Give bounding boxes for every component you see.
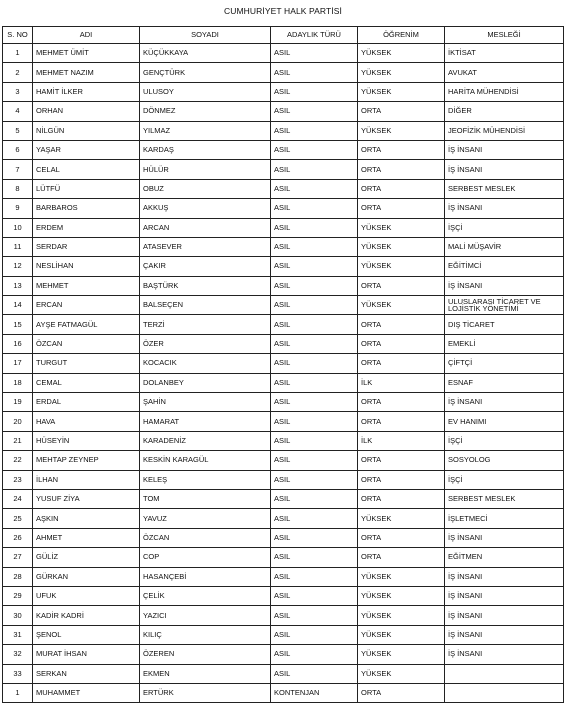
surname-cell: TERZİ (140, 315, 271, 334)
profession-cell: İŞ İNSANI (445, 276, 564, 295)
name-cell: ÖZCAN (33, 334, 140, 353)
name-cell: BARBAROS (33, 199, 140, 218)
profession-cell: İŞ İNSANI (445, 528, 564, 547)
table-row (3, 509, 564, 528)
surname-cell: YILMAZ (140, 121, 271, 140)
candidacy-type-cell: ASIL (271, 44, 358, 63)
name-cell: CELAL (33, 160, 140, 179)
education-cell: YÜKSEK (358, 645, 445, 664)
row-number-cell: 18 (3, 373, 33, 392)
name-cell: İLHAN (33, 470, 140, 489)
education-cell: ORTA (358, 140, 445, 159)
row-number-cell: 21 (3, 431, 33, 450)
profession-cell: İŞ İNSANI (445, 393, 564, 412)
candidacy-type-cell: ASIL (271, 140, 358, 159)
table-row (3, 276, 564, 295)
candidacy-type-cell: ASIL (271, 393, 358, 412)
row-number-cell: 20 (3, 412, 33, 431)
surname-cell: ULUSOY (140, 82, 271, 101)
column-header-surname: SOYADI (140, 27, 271, 44)
name-cell: MEHMET ÜMİT (33, 44, 140, 63)
row-number-cell: 26 (3, 528, 33, 547)
name-cell: MEHMET NAZIM (33, 63, 140, 82)
table-row (3, 470, 564, 489)
candidacy-type-cell: ASIL (271, 509, 358, 528)
table-header-row (3, 27, 564, 44)
name-cell: GÜRKAN (33, 567, 140, 586)
table-row (3, 548, 564, 567)
table-row (3, 606, 564, 625)
profession-cell: İŞ İNSANI (445, 160, 564, 179)
surname-cell: HAMARAT (140, 412, 271, 431)
profession-cell: JEOFİZİK MÜHENDİSİ (445, 121, 564, 140)
table-row (3, 567, 564, 586)
name-cell: AŞKIN (33, 509, 140, 528)
education-cell: ORTA (358, 470, 445, 489)
surname-cell: DOLANBEY (140, 373, 271, 392)
name-cell: NİLGÜN (33, 121, 140, 140)
name-cell: TURGUT (33, 354, 140, 373)
education-cell: YÜKSEK (358, 606, 445, 625)
table-row (3, 489, 564, 508)
candidacy-type-cell: ASIL (271, 102, 358, 121)
profession-cell: İŞLETMECİ (445, 509, 564, 528)
education-cell: YÜKSEK (358, 44, 445, 63)
candidacy-type-cell: ASIL (271, 664, 358, 683)
education-cell: YÜKSEK (358, 296, 445, 315)
education-cell: YÜKSEK (358, 509, 445, 528)
education-cell: ORTA (358, 102, 445, 121)
profession-cell: SOSYOLOG (445, 451, 564, 470)
table-row (3, 664, 564, 683)
name-cell: AHMET (33, 528, 140, 547)
profession-cell: EMEKLİ (445, 334, 564, 353)
table-row (3, 334, 564, 353)
table-row (3, 451, 564, 470)
table-row (3, 393, 564, 412)
education-cell: YÜKSEK (358, 567, 445, 586)
education-cell: İLK (358, 373, 445, 392)
candidacy-type-cell: ASIL (271, 645, 358, 664)
row-number-cell: 13 (3, 276, 33, 295)
name-cell: MURAT İHSAN (33, 645, 140, 664)
name-cell: ERDEM (33, 218, 140, 237)
row-number-cell: 22 (3, 451, 33, 470)
name-cell: MEHTAP ZEYNEP (33, 451, 140, 470)
education-cell: ORTA (358, 179, 445, 198)
profession-cell: AVUKAT (445, 63, 564, 82)
profession-cell: EĞİTMEN (445, 548, 564, 567)
education-cell: YÜKSEK (358, 586, 445, 605)
education-cell: ORTA (358, 334, 445, 353)
surname-cell: KELEŞ (140, 470, 271, 489)
name-cell: ŞENOL (33, 625, 140, 644)
education-cell: ORTA (358, 199, 445, 218)
table-row (3, 199, 564, 218)
candidacy-type-cell: ASIL (271, 548, 358, 567)
profession-cell: İŞÇİ (445, 431, 564, 450)
row-number-cell: 8 (3, 179, 33, 198)
name-cell: LÜTFÜ (33, 179, 140, 198)
profession-cell: HARİTA MÜHENDİSİ (445, 82, 564, 101)
surname-cell: OBUZ (140, 179, 271, 198)
profession-cell (445, 683, 564, 702)
profession-cell: ULUSLARASI TİCARET VE LOJİSTİK YÖNETİMİ (445, 296, 564, 315)
candidacy-type-cell: ASIL (271, 528, 358, 547)
surname-cell: ARCAN (140, 218, 271, 237)
profession-cell: İŞ İNSANI (445, 199, 564, 218)
table-row (3, 160, 564, 179)
profession-cell: İŞ İNSANI (445, 586, 564, 605)
education-cell: ORTA (358, 489, 445, 508)
document-title: CUMHURİYET HALK PARTİSİ (223, 6, 343, 16)
table-row (3, 412, 564, 431)
table-row (3, 102, 564, 121)
education-cell: ORTA (358, 528, 445, 547)
profession-cell: SERBEST MESLEK (445, 489, 564, 508)
education-cell: ORTA (358, 315, 445, 334)
profession-cell: İŞÇİ (445, 470, 564, 489)
candidacy-type-cell: ASIL (271, 489, 358, 508)
candidacy-type-cell: ASIL (271, 431, 358, 450)
table-row (3, 296, 564, 315)
candidacy-type-cell: ASIL (271, 334, 358, 353)
surname-cell: ERTÜRK (140, 683, 271, 702)
candidacy-type-cell: ASIL (271, 315, 358, 334)
column-header-candidacy-type: ADAYLIK TÜRÜ (271, 27, 358, 44)
profession-cell: MALİ MÜŞAVİR (445, 237, 564, 256)
row-number-cell: 9 (3, 199, 33, 218)
candidacy-type-cell: ASIL (271, 199, 358, 218)
table-row (3, 625, 564, 644)
surname-cell: ÇELİK (140, 586, 271, 605)
table-row (3, 237, 564, 256)
profession-cell: DİĞER (445, 102, 564, 121)
candidate-table (2, 26, 564, 703)
profession-cell: EV HANIMI (445, 412, 564, 431)
candidacy-type-cell: ASIL (271, 586, 358, 605)
row-number-cell: 19 (3, 393, 33, 412)
surname-cell: AKKUŞ (140, 199, 271, 218)
row-number-cell: 30 (3, 606, 33, 625)
name-cell: AYŞE FATMAGÜL (33, 315, 140, 334)
name-cell: HAVA (33, 412, 140, 431)
surname-cell: BAŞTÜRK (140, 276, 271, 295)
education-cell: ORTA (358, 548, 445, 567)
education-cell: ORTA (358, 160, 445, 179)
profession-cell: DIŞ TİCARET (445, 315, 564, 334)
row-number-cell: 5 (3, 121, 33, 140)
table-row (3, 218, 564, 237)
education-cell: ORTA (358, 412, 445, 431)
name-cell: NESLİHAN (33, 257, 140, 276)
education-cell: YÜKSEK (358, 237, 445, 256)
education-cell: ORTA (358, 276, 445, 295)
candidacy-type-cell: ASIL (271, 82, 358, 101)
candidacy-type-cell: ASIL (271, 257, 358, 276)
row-number-cell: 6 (3, 140, 33, 159)
name-cell: YAŞAR (33, 140, 140, 159)
table-row (3, 645, 564, 664)
row-number-cell: 3 (3, 82, 33, 101)
surname-cell: KARADENİZ (140, 431, 271, 450)
name-cell: CEMAL (33, 373, 140, 392)
name-cell: MUHAMMET (33, 683, 140, 702)
candidacy-type-cell: ASIL (271, 625, 358, 644)
table-row (3, 179, 564, 198)
row-number-cell: 32 (3, 645, 33, 664)
name-cell: ERDAL (33, 393, 140, 412)
surname-cell: KESKİN KARAGÜL (140, 451, 271, 470)
name-cell: SERDAR (33, 237, 140, 256)
candidacy-type-cell: ASIL (271, 470, 358, 489)
name-cell: ERCAN (33, 296, 140, 315)
table-row (3, 354, 564, 373)
profession-cell: İŞ İNSANI (445, 567, 564, 586)
table-row (3, 586, 564, 605)
candidacy-type-cell: ASIL (271, 412, 358, 431)
education-cell: ORTA (358, 451, 445, 470)
surname-cell: YAVUZ (140, 509, 271, 528)
candidacy-type-cell: ASIL (271, 160, 358, 179)
table-row (3, 44, 564, 63)
profession-cell: İŞ İNSANI (445, 140, 564, 159)
row-number-cell: 4 (3, 102, 33, 121)
profession-cell: İŞÇİ (445, 218, 564, 237)
surname-cell: DÖNMEZ (140, 102, 271, 121)
education-cell: YÜKSEK (358, 218, 445, 237)
name-cell: HÜSEYİN (33, 431, 140, 450)
column-header-sno: S. NO (3, 27, 33, 44)
profession-cell: İŞ İNSANI (445, 645, 564, 664)
profession-cell: ÇİFTÇİ (445, 354, 564, 373)
row-number-cell: 25 (3, 509, 33, 528)
education-cell: YÜKSEK (358, 82, 445, 101)
candidacy-type-cell: KONTENJAN (271, 683, 358, 702)
surname-cell: ŞAHİN (140, 393, 271, 412)
name-cell: UFUK (33, 586, 140, 605)
surname-cell: KÜÇÜKKAYA (140, 44, 271, 63)
candidacy-type-cell: ASIL (271, 354, 358, 373)
profession-cell (445, 664, 564, 683)
table-row (3, 257, 564, 276)
name-cell: GÜLİZ (33, 548, 140, 567)
table-row (3, 82, 564, 101)
candidacy-type-cell: ASIL (271, 373, 358, 392)
education-cell: YÜKSEK (358, 664, 445, 683)
surname-cell: ÖZEREN (140, 645, 271, 664)
candidacy-type-cell: ASIL (271, 606, 358, 625)
table-row (3, 683, 564, 702)
table-row (3, 63, 564, 82)
name-cell: ORHAN (33, 102, 140, 121)
profession-cell: İŞ İNSANI (445, 606, 564, 625)
surname-cell: ATASEVER (140, 237, 271, 256)
column-header-education: ÖĞRENİM (358, 27, 445, 44)
row-number-cell: 29 (3, 586, 33, 605)
row-number-cell: 23 (3, 470, 33, 489)
profession-cell: İŞ İNSANI (445, 625, 564, 644)
candidacy-type-cell: ASIL (271, 567, 358, 586)
surname-cell: COP (140, 548, 271, 567)
candidacy-type-cell: ASIL (271, 296, 358, 315)
column-header-name: ADI (33, 27, 140, 44)
surname-cell: EKMEN (140, 664, 271, 683)
name-cell: HAMİT İLKER (33, 82, 140, 101)
candidacy-type-cell: ASIL (271, 451, 358, 470)
table-row (3, 315, 564, 334)
row-number-cell: 11 (3, 237, 33, 256)
row-number-cell: 14 (3, 296, 33, 315)
row-number-cell: 24 (3, 489, 33, 508)
candidacy-type-cell: ASIL (271, 121, 358, 140)
row-number-cell: 15 (3, 315, 33, 334)
candidacy-type-cell: ASIL (271, 179, 358, 198)
column-header-profession: MESLEĞİ (445, 27, 564, 44)
row-number-cell: 7 (3, 160, 33, 179)
name-cell: YUSUF ZİYA (33, 489, 140, 508)
education-cell: YÜKSEK (358, 121, 445, 140)
table-body (3, 44, 564, 703)
surname-cell: KOCACIK (140, 354, 271, 373)
education-cell: YÜKSEK (358, 63, 445, 82)
candidacy-type-cell: ASIL (271, 63, 358, 82)
row-number-cell: 28 (3, 567, 33, 586)
row-number-cell: 17 (3, 354, 33, 373)
row-number-cell: 1 (3, 44, 33, 63)
row-number-cell: 16 (3, 334, 33, 353)
table-row (3, 373, 564, 392)
surname-cell: ÇAKIR (140, 257, 271, 276)
surname-cell: GENÇTÜRK (140, 63, 271, 82)
surname-cell: BALSEÇEN (140, 296, 271, 315)
row-number-cell: 33 (3, 664, 33, 683)
candidacy-type-cell: ASIL (271, 237, 358, 256)
name-cell: MEHMET (33, 276, 140, 295)
name-cell: KADİR KADRİ (33, 606, 140, 625)
candidacy-type-cell: ASIL (271, 276, 358, 295)
row-number-cell: 31 (3, 625, 33, 644)
surname-cell: YAZICI (140, 606, 271, 625)
education-cell: İLK (358, 431, 445, 450)
surname-cell: HASANÇEBİ (140, 567, 271, 586)
table-row (3, 431, 564, 450)
table-row (3, 528, 564, 547)
surname-cell: ÖZCAN (140, 528, 271, 547)
row-number-cell: 2 (3, 63, 33, 82)
row-number-cell: 10 (3, 218, 33, 237)
table-row (3, 140, 564, 159)
surname-cell: KARDAŞ (140, 140, 271, 159)
surname-cell: ÖZER (140, 334, 271, 353)
profession-cell: SERBEST MESLEK (445, 179, 564, 198)
table-row (3, 121, 564, 140)
candidacy-type-cell: ASIL (271, 218, 358, 237)
profession-cell: EĞİTİMCİ (445, 257, 564, 276)
education-cell: ORTA (358, 354, 445, 373)
education-cell: YÜKSEK (358, 257, 445, 276)
row-number-cell: 12 (3, 257, 33, 276)
profession-cell: ESNAF (445, 373, 564, 392)
education-cell: ORTA (358, 393, 445, 412)
education-cell: ORTA (358, 683, 445, 702)
surname-cell: TOM (140, 489, 271, 508)
name-cell: SERKAN (33, 664, 140, 683)
row-number-cell: 1 (3, 683, 33, 702)
profession-cell: İKTİSAT (445, 44, 564, 63)
surname-cell: KILIÇ (140, 625, 271, 644)
education-cell: YÜKSEK (358, 625, 445, 644)
surname-cell: HÜLÜR (140, 160, 271, 179)
row-number-cell: 27 (3, 548, 33, 567)
